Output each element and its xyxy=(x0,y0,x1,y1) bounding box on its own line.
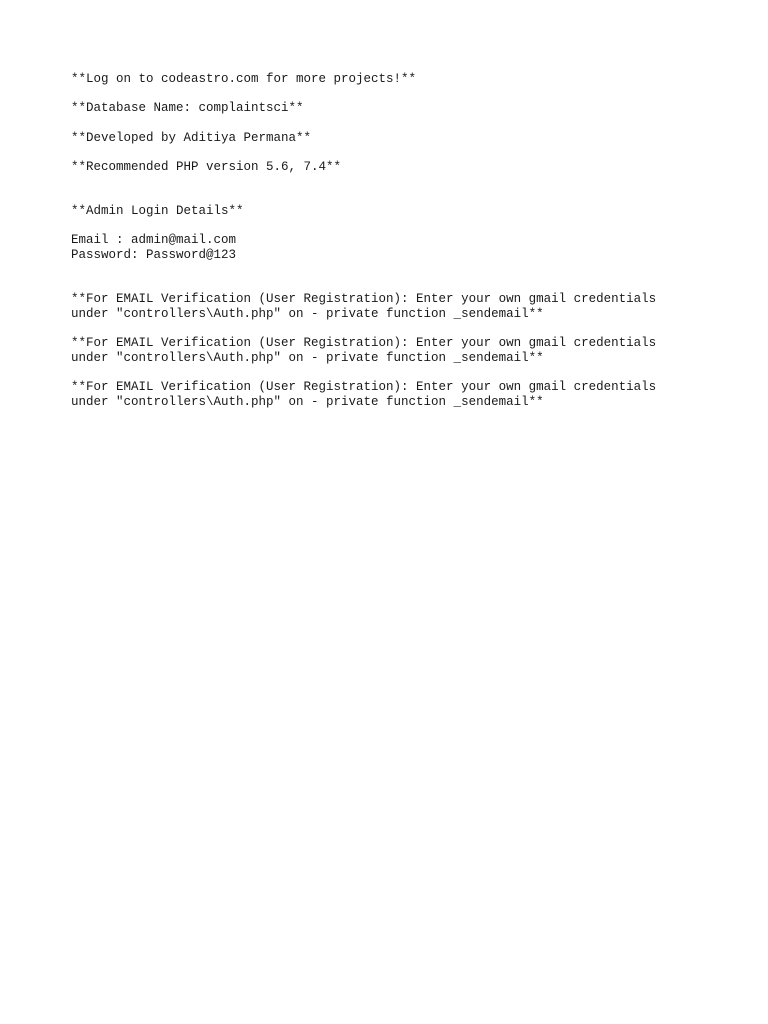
email-verification-note-2: **For EMAIL Verification (User Registration): Enter your own gmail credentials xyxy=(71,336,657,350)
email-verification-path-3: under "controllers\Auth.php" on - private function _sendemail** xyxy=(71,395,544,409)
admin-email: Email : admin@mail.com xyxy=(71,233,237,247)
email-verification-note-1: **For EMAIL Verification (User Registration): Enter your own gmail credentials xyxy=(71,292,657,306)
email-verification-path-2: under "controllers\Auth.php" on - private function _sendemail** xyxy=(71,351,544,365)
php-version-note: **Recommended PHP version 5.6, 7.4** xyxy=(71,160,342,174)
admin-password: Password: Password@123 xyxy=(71,248,237,262)
codeastro-notice: **Log on to codeastro.com for more projects!** xyxy=(71,72,417,86)
email-verification-path-1: under "controllers\Auth.php" on - private function _sendemail** xyxy=(71,307,544,321)
admin-login-heading: **Admin Login Details** xyxy=(71,204,244,218)
email-verification-note-3: **For EMAIL Verification (User Registration): Enter your own gmail credentials xyxy=(71,380,657,394)
developer-credit: **Developed by Aditiya Permana** xyxy=(71,131,312,145)
database-name: **Database Name: complaintsci** xyxy=(71,101,304,115)
